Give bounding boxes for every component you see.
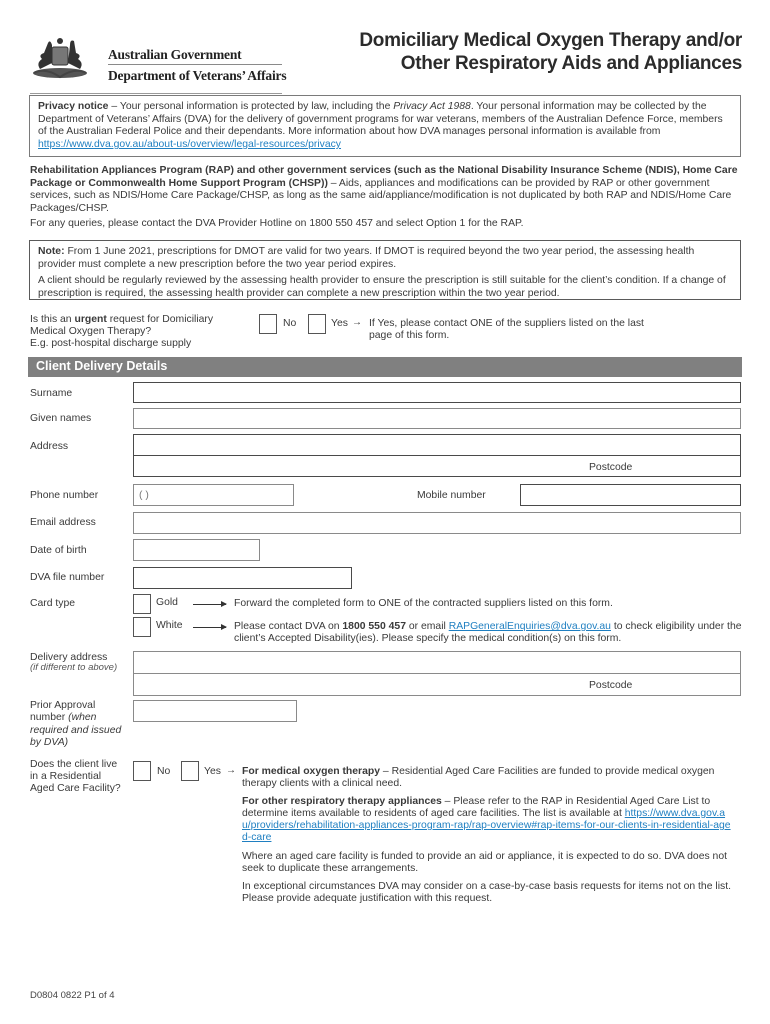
privacy-link[interactable]: https://www.dva.gov.au/about-us/overview/legal-resources/privacy — [38, 139, 342, 151]
rap-paragraph: Rehabilitation Appliances Program (RAP) and other government services (such as the National Disability Insurance Scheme (NDIS), Home Care Package or Commonwealth Home Support Program (CHSP)) – Aids, appliances and modifications can be provided by RAP or other government services, such as NDIS/Home Care Package/CHSP, as long as the same aid/appliance/modification is not duplicated by both RAP and NDIS/Home Care Packages/CHSP. — [30, 165, 738, 215]
urgent-question: Is this an urgent request for Domiciliary Medical Oxygen Therapy? E.g. post-hospital discharge supply — [30, 314, 214, 349]
aged-care-no-checkbox[interactable] — [133, 761, 151, 781]
divider — [108, 64, 282, 65]
card-white-checkbox[interactable] — [133, 617, 151, 637]
dva-file-input[interactable] — [133, 567, 352, 589]
address-line1-input[interactable] — [133, 434, 741, 456]
form-code: D0804 0822 P1 of 4 — [30, 990, 115, 1001]
surname-input[interactable] — [133, 382, 741, 403]
card-gold-label: Gold — [156, 597, 178, 608]
prior-approval-input[interactable] — [133, 700, 297, 722]
given-names-input[interactable] — [133, 408, 741, 429]
email-input[interactable] — [133, 512, 741, 534]
dva-file-label: DVA file number — [30, 572, 105, 583]
dept-name: Department of Veterans’ Affairs — [108, 68, 287, 83]
coat-of-arms-icon — [30, 33, 90, 83]
email-label: Email address — [30, 517, 96, 528]
card-white-label: White — [156, 620, 183, 631]
gold-instruction: Forward the completed form to ONE of the contracted suppliers listed on this form. — [234, 598, 613, 609]
delivery-address-line1-input[interactable] — [133, 651, 741, 674]
address-line2-input[interactable] — [133, 455, 741, 477]
address-label: Address — [30, 441, 69, 452]
card-type-label: Card type — [30, 598, 76, 609]
postcode-label: Postcode — [589, 462, 633, 473]
aged-care-info: For medical oxygen therapy – Residential Aged Care Facilities are funded to provide medical oxygen therapy clients with a clinical need. For other respiratory therapy appliances – Please refer to the RAP in Residential Aged Care List to determine items available to residents of aged care facilities. The list is available at https://www.dva.gov.au/providers/rehabilitation-appliances-program-rap/rap-overview#rap-items-for-our-clients-in-residential-aged-care Where an aged care facility is funded to provide an aid or appliance, it is expected to do so. DVA does not seek to duplicate these arrangements. In exceptional circumstances DVA may consider on a case-by-case basis requests for items not on the list. Please provide adequate justification with this request. — [242, 766, 731, 905]
delivery-address-label: Delivery address (if different to above) — [30, 652, 118, 674]
urgent-yes-checkbox[interactable] — [308, 314, 326, 334]
aged-care-no-label: No — [157, 766, 171, 777]
phone-area-code: ( ) — [139, 490, 149, 501]
privacy-heading: Privacy notice — [38, 101, 109, 112]
prior-approval-label: Prior Approval number (when required and issued by DVA) — [30, 700, 122, 748]
divider — [30, 93, 282, 94]
delivery-address-line2-input[interactable] — [133, 673, 741, 696]
mobile-label: Mobile number — [417, 490, 486, 501]
queries-paragraph: For any queries, please contact the DVA Provider Hotline on 1800 550 457 and select Option 1 for the RAP. — [30, 218, 524, 229]
urgent-yes-label: Yes — [331, 318, 348, 329]
arrow-right-icon: → — [352, 317, 362, 328]
arrow-right-icon — [193, 627, 226, 628]
urgent-no-checkbox[interactable] — [259, 314, 277, 334]
title-line-1: Domiciliary Medical Oxygen Therapy and/or — [359, 30, 742, 51]
aged-care-yes-label: Yes — [204, 766, 221, 777]
dob-label: Date of birth — [30, 545, 87, 556]
surname-label: Surname — [30, 388, 73, 399]
urgent-instruction: If Yes, please contact ONE of the suppliers listed on the last page of this form. — [369, 318, 644, 341]
gov-name: Australian Government — [108, 47, 242, 62]
card-gold-checkbox[interactable] — [133, 594, 151, 614]
title-line-2: Other Respiratory Aids and Appliances — [400, 52, 742, 74]
mobile-input[interactable] — [520, 484, 741, 506]
page-title — [359, 30, 742, 76]
section-header: Client Delivery Details — [28, 357, 742, 377]
phone-input[interactable] — [133, 484, 294, 506]
note-box: Note: From 1 June 2021, prescriptions for DMOT are valid for two years. If DMOT is required beyond the two year period, the assessing health provider must complete a new prescription before the two year period expires. A client should be regularly reviewed by the assessing health provider to ensure the prescription is still suitable for the client’s condition. If a change of prescription is required, the assessing health provider can complete a new prescription within the two year period. — [29, 240, 741, 300]
arrow-right-icon: → — [226, 765, 236, 776]
given-names-label: Given names — [30, 413, 92, 424]
privacy-notice: Privacy notice – Your personal information is protected by law, including the Privacy Act 1988. Your personal information may be collected by the Department of Veterans’ Affairs (DVA) for the delivery of government programs for war veterans, members of the Australian Defence Force, members of the Australian Federal Police and their dependants. More information about how DVA manages personal information is available from https://www.dva.gov.au/about-us/overview/legal-resources/privacy — [29, 95, 741, 157]
rap-email-link[interactable]: RAPGeneralEnquiries@dva.gov.au — [448, 621, 611, 632]
arrow-right-icon — [193, 604, 226, 605]
urgent-no-label: No — [283, 318, 297, 329]
white-instruction: Please contact DVA on 1800 550 457 or email RAPGeneralEnquiries@dva.gov.au to check eligibility under the client’s Accepted Disability(ies). Please specify the medical condition(s) on this form. — [234, 621, 742, 644]
delivery-postcode-label: Postcode — [589, 680, 633, 691]
aged-care-yes-checkbox[interactable] — [181, 761, 199, 781]
dob-input[interactable] — [133, 539, 260, 561]
aged-care-question: Does the client live in a Residential Aged Care Facility? — [30, 759, 121, 794]
rap-aged-care-link[interactable]: https://www.dva.gov.au/providers/rehabilitation-appliances-program-rap/rap-overview#rap-items-for-our-clients-in-residential-aged-care — [242, 807, 731, 844]
phone-label: Phone number — [30, 490, 99, 501]
